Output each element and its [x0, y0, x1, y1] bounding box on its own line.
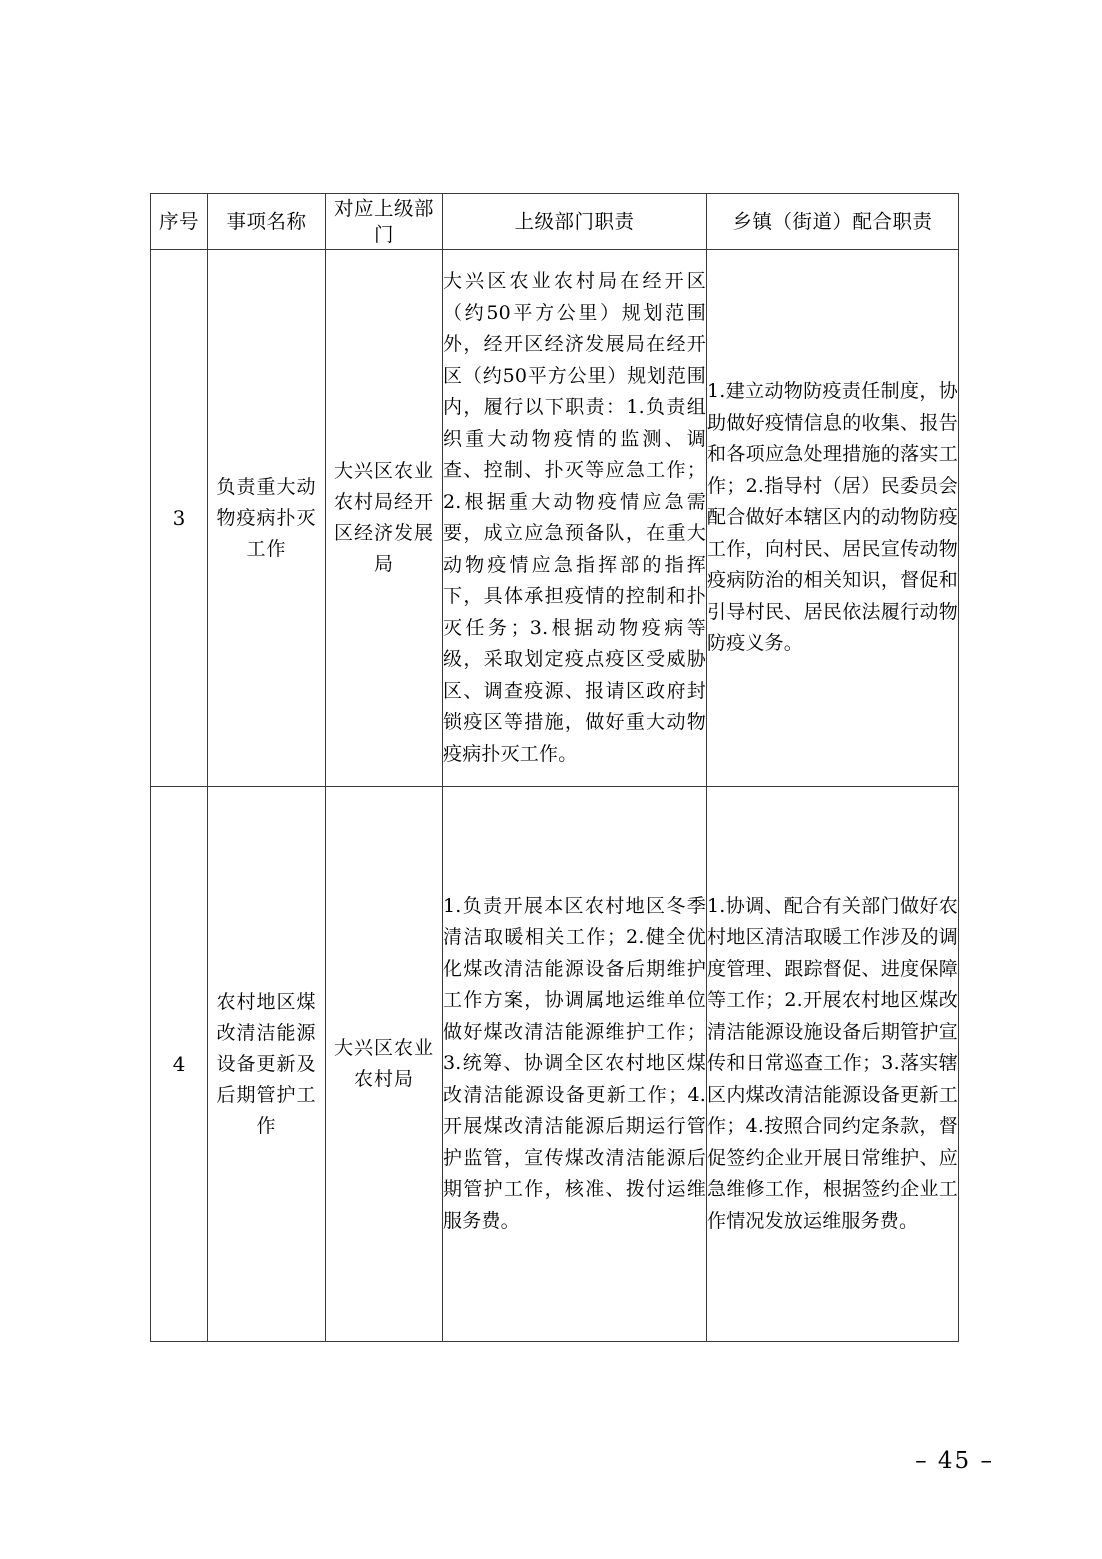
column-header-coop-duty: 乡镇（街道）配合职责 [707, 194, 959, 250]
cell-item-name: 农村地区煤改清洁能源设备更新及后期管护工作 [208, 787, 326, 1342]
page-number: – 45 – [915, 1448, 994, 1474]
cell-upper-duty: 1.负责开展本区农村地区冬季清洁取暖相关工作；2.健全优化煤改清洁能源设备后期维护工作方案，协调属地运维单位做好煤改清洁能源维护工作；3.统筹、协调全区农村地区煤改清洁能源设备更新工作；4.开展煤改清洁能源后期运行管护监管，宣传煤改清洁能源后期管护工作，核准、拨付运维服务费。 [443, 787, 707, 1342]
cell-upper-duty: 大兴区农业农村局在经开区（约50平方公里）规划范围外，经开区经济发展局在经开区（约50平方公里）规划范围内，履行以下职责：1.负责组织重大动物疫情的监测、调查、控制、扑灭等应急工作；2.根据重大动物疫情应急需要，成立应急预备队，在重大动物疫情应急指挥部的指挥下，具体承担疫情的控制和扑灭任务；3.根据动物疫病等级，采取划定疫点疫区受威胁区、调查疫源、报请区政府封锁疫区等措施，做好重大动物疫病扑灭工作。 [443, 250, 707, 787]
cell-item-name: 负责重大动物疫病扑灭工作 [208, 250, 326, 787]
table-row [151, 250, 959, 787]
column-header-upper-duty: 上级部门职责 [443, 194, 707, 250]
responsibility-table [150, 193, 959, 1342]
table-row [151, 787, 959, 1342]
cell-seq: 4 [151, 787, 208, 1342]
cell-upper-dept: 大兴区农业农村局经开区经济发展局 [326, 250, 443, 787]
column-header-upper-dept: 对应上级部门 [326, 194, 443, 250]
column-header-item-name: 事项名称 [208, 194, 326, 250]
cell-coop-duty: 1.协调、配合有关部门做好农村地区清洁取暖工作涉及的调度管理、跟踪督促、进度保障等工作；2.开展农村地区煤改清洁能源设施设备后期管护宣传和日常巡查工作；3.落实辖区内煤改清洁能源设备更新工作；4.按照合同约定条款，督促签约企业开展日常维护、应急维修工作，根据签约企业工作情况发放运维服务费。 [707, 787, 959, 1342]
column-header-seq: 序号 [151, 194, 208, 250]
table-header-row [151, 194, 959, 250]
cell-seq: 3 [151, 250, 208, 787]
cell-upper-dept: 大兴区农业农村局 [326, 787, 443, 1342]
cell-coop-duty: 1.建立动物防疫责任制度，协助做好疫情信息的收集、报告和各项应急处理措施的落实工作；2.指导村（居）民委员会配合做好本辖区内的动物防疫工作，向村民、居民宣传动物疫病防治的相关知识，督促和引导村民、居民依法履行动物防疫义务。 [707, 250, 959, 787]
